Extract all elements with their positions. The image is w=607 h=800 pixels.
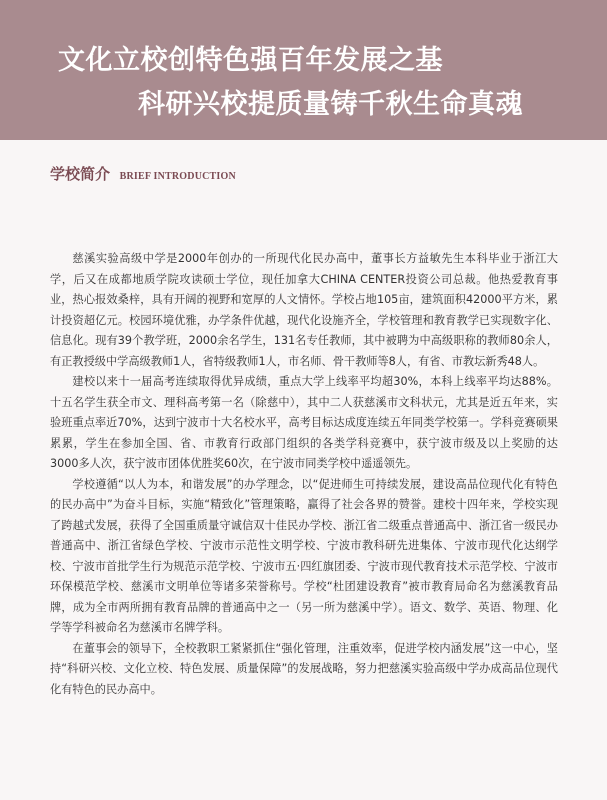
paragraph: 在董事会的领导下，全校教职工紧紧抓住“强化管理，注重效率，促进学校内涵发展”这一中心，坚持“科研兴校、文化立校、特色发展、质量保障”的发展战略，努力把慈溪实验高级中学办成高品位现代化有特色的民办高中。 [50, 641, 558, 696]
article-body [50, 249, 558, 700]
banner-title-line2: 科研兴校提质量铸千秋生命真魂 [138, 89, 523, 120]
section-title-en: BRIEF INTRODUCTION [119, 171, 236, 182]
banner-title-line1: 文化立校创特色强百年发展之基 [58, 45, 443, 76]
paragraph: 学校遵循“以人为本，和谐发展”的办学理念，以“促进师生可持续发展，建设高品位现代化有特色的民办高中”为奋斗目标，实施“精致化”管理策略，赢得了社会各界的赞誉。建校十四年来，学校实现了跨越式发展，获得了全国重质量守诚信双十佳民办学校、浙江省二级重点普通高中、浙江省一级民办普通高中、浙江省绿色学校、宁波市示范性文明学校、宁波市教科研先进集体、宁波市现代化达纲学校、宁波市首批学生行为规范示范学校、宁波市五·四红旗团委、宁波市现代教育技术示范学校、宁波市环保模范学校、慈溪市文明单位等诸多荣誉称号。学校“杜团建设教育”被市教育局命名为慈溪教育品牌，成为全市两所拥有教育品牌的普通高中之一（另一所为慈溪中学）。语文、数学、英语、物理、化学等学科被命名为慈溪市名牌学科。 [50, 477, 558, 634]
paragraph: 慈溪实验高级中学是2000年创办的一所现代化民办高中，董事长方益敏先生本科毕业于浙江大学，后又在成都地质学院攻读硕士学位，现任加拿大CHINA CENTER投资公司总裁。他热爱教育事业，热心报效桑梓，具有开阔的视野和宽厚的人文情怀。学校占地105亩，建筑面积42000平方米，累计投资超亿元。校园环境优雅，办学条件优越，现代化设施齐全，学校管理和教育教学已实现数字化、信息化。现有39个教学班，2000余名学生，131名专任教师，其中被聘为中高级职称的教师80余人，有正教授级中学高级教师1人，省特级教师1人，市名师、骨干教师等8人，有省、市教坛新秀48人。 [50, 252, 558, 368]
section-title-zh: 学校简介 [50, 165, 111, 183]
title-banner [0, 0, 607, 140]
section-heading [50, 163, 236, 184]
paragraph: 建校以来十一届高考连续取得优异成绩，重点大学上线率平均超30%，本科上线率平均达88%。十五名学生获全市文、理科高考第一名（除慈中），其中二人获慈溪市文科状元，尤其是近五年来，实验班重点率近70%，达到宁波市十大名校水平，高考目标达成度连续五年同类学校第一。学科竞赛硕果累累，学生在参加全国、省、市教育行政部门组织的各类学科竞赛中，获宁波市级及以上奖励的达3000多人次，获宁波市团体优胜奖60次，在宁波市同类学校中遥遥领先。 [50, 375, 558, 470]
